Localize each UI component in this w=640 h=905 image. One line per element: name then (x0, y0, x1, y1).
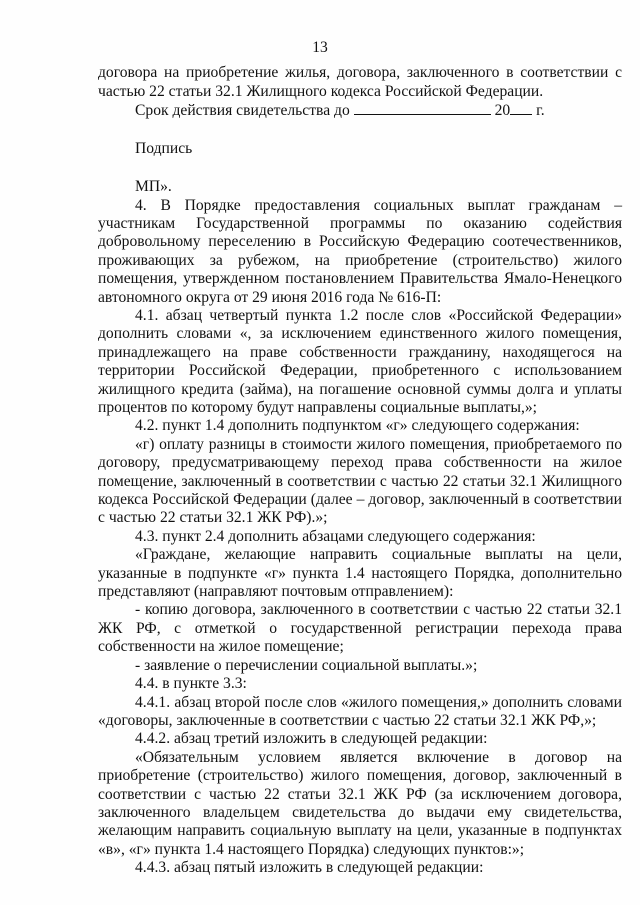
paragraph-4-4-3: 4.4.3. абзац пятый изложить в следующей редакции: (135, 859, 484, 877)
spacer (98, 121, 622, 140)
page-number: 13 (312, 39, 328, 56)
paragraph-4-3-quote: «Граждане, желающие направить социальные выплаты на цели, указанные в подпункте «г» пункта 1.4 настоящего Порядка, дополнительно представляют (направляют почтовым отправлением): (98, 546, 622, 601)
paragraph-4-4-2: 4.4.2. абзац третий изложить в следующей редакции: (135, 730, 488, 748)
certificate-validity-line (98, 102, 622, 121)
paragraph-4: 4. В Порядке предоставления социальных выплат гражданам – участникам Государственной программы по оказанию содействия добровольному переселению в Российскую Федерацию соотечественников, проживающих за рубежом, на приобретение (строительство) жилого помещения, утвержденном постановлением Правительства Ямало-Ненецкого автономного округа от 29 июня 2016 года № 616-П: (98, 196, 622, 306)
validity-year-blank (510, 102, 532, 115)
paragraph-4-3-bullet-1: - копию договора, заключенного в соответствии с частью 22 статьи 32.1 ЖК РФ, с отметкой о государственной регистрации перехода права собственности на жилое помещение; (98, 601, 622, 656)
paragraph-4-4: 4.4. в пункте 3.3: (135, 675, 247, 693)
stamp-label: МП». (135, 177, 172, 195)
validity-year-prefix: 20 (494, 101, 511, 119)
validity-suffix: г. (536, 101, 545, 119)
paragraph-4-1: 4.1. абзац четвертый пункта 1.2 после слов «Российской Федерации» дополнить словами «, за исключением единственного жилого помещения, принадлежащего на праве собственности гражданину, находящегося на территории Российской Федерации, приобретенного с использованием жилищного кредита (займа), на погашение основной суммы долга и уплаты процентов по которому будут направлены социальные выплаты,»; (98, 306, 622, 416)
validity-date-blank (354, 102, 491, 115)
validity-label: Срок действия свидетельства до (135, 101, 350, 119)
paragraph-4-4-1: 4.4.1. абзац второй после слов «жилого помещения,» дополнить словами «договоры, заключенные в соответствии с частью 22 статьи 32.1 ЖК РФ,»; (98, 693, 622, 729)
paragraph-4-3: 4.3. пункт 2.4 дополнить абзацами следующего содержания: (135, 527, 536, 545)
document-body (98, 64, 622, 878)
paragraph-contract-continuation: договора на приобретение жилья, договора, заключенного в соответствии с частью 22 статьи 32.1 Жилищного кодекса Российской Федерации. (98, 64, 622, 100)
paragraph-4-3-bullet-2: - заявление о перечислении социальной выплаты.»; (135, 656, 478, 674)
paragraph-4-2: 4.2. пункт 1.4 дополнить подпунктом «г» следующего содержания: (135, 417, 580, 435)
paragraph-4-4-2-quote: «Обязательным условием является включение в договор на приобретение (строительство) жилого помещения, договор, заключенный в соответствии с частью 22 статьи 32.1 ЖК РФ (за исключением договора, заключенного владельцем свидетельства до выдачи ему свидетельства, желающим направить социальную выплату на цели, указанные в подпунктах «в», «г» пункта 1.4 настоящего Порядка) следующих пунктов:»; (98, 748, 622, 858)
paragraph-4-2-quote: «г) оплату разницы в стоимости жилого помещения, приобретаемого по договору, предусматривающему переход права собственности на жилое помещение, заключенный в соответствии с частью 22 статьи 32.1 Жилищного кодекса Российской Федерации (далее – договор, заключенный в соответствии с частью 22 статьи 32.1 ЖК РФ).»; (98, 435, 622, 527)
spacer (98, 159, 622, 178)
signature-label: Подпись (135, 139, 193, 157)
